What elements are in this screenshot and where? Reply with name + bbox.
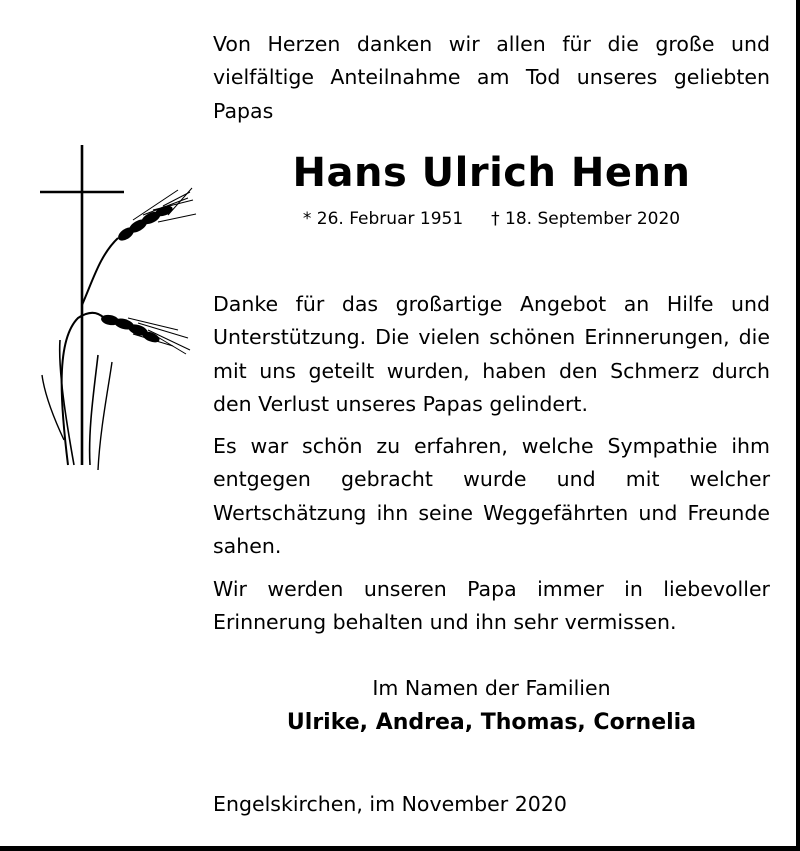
sympathy-paragraph: Es war schön zu erfahren, welche Sympathie ihm entgegen gebracht wurde und mit welcher Wertschätzung ihn seine Weggefährten und Freunde sahen.	[213, 434, 770, 559]
thanks-paragraph: Danke für das großartige Angebot an Hilfe und Unterstützung. Die vielen schönen Erinnerungen, die mit uns geteilt wurden, haben den Schmerz durch den Verlust unseres Papas gelindert.	[213, 292, 770, 417]
death-date: † 18. September 2020	[491, 209, 681, 229]
cross-with-wheat-icon	[38, 140, 198, 470]
life-dates	[213, 206, 770, 232]
memory-paragraph: Wir werden unseren Papa immer in liebevoller Erinnerung behalten und ihn sehr vermissen.	[213, 577, 770, 635]
family-intro: Im Namen der Familien	[372, 676, 611, 700]
birth-date: * 26. Februar 1951	[302, 209, 464, 229]
family-names: Ulrike, Andrea, Thomas, Cornelia	[286, 710, 697, 735]
intro-text: Von Herzen danken wir allen für die große und vielfältige Anteilnahme am Tod unseres geliebten Papas	[213, 32, 770, 123]
place-date: Engelskirchen, im November 2020	[213, 792, 567, 816]
deceased-name: Hans Ulrich Henn	[292, 150, 691, 196]
